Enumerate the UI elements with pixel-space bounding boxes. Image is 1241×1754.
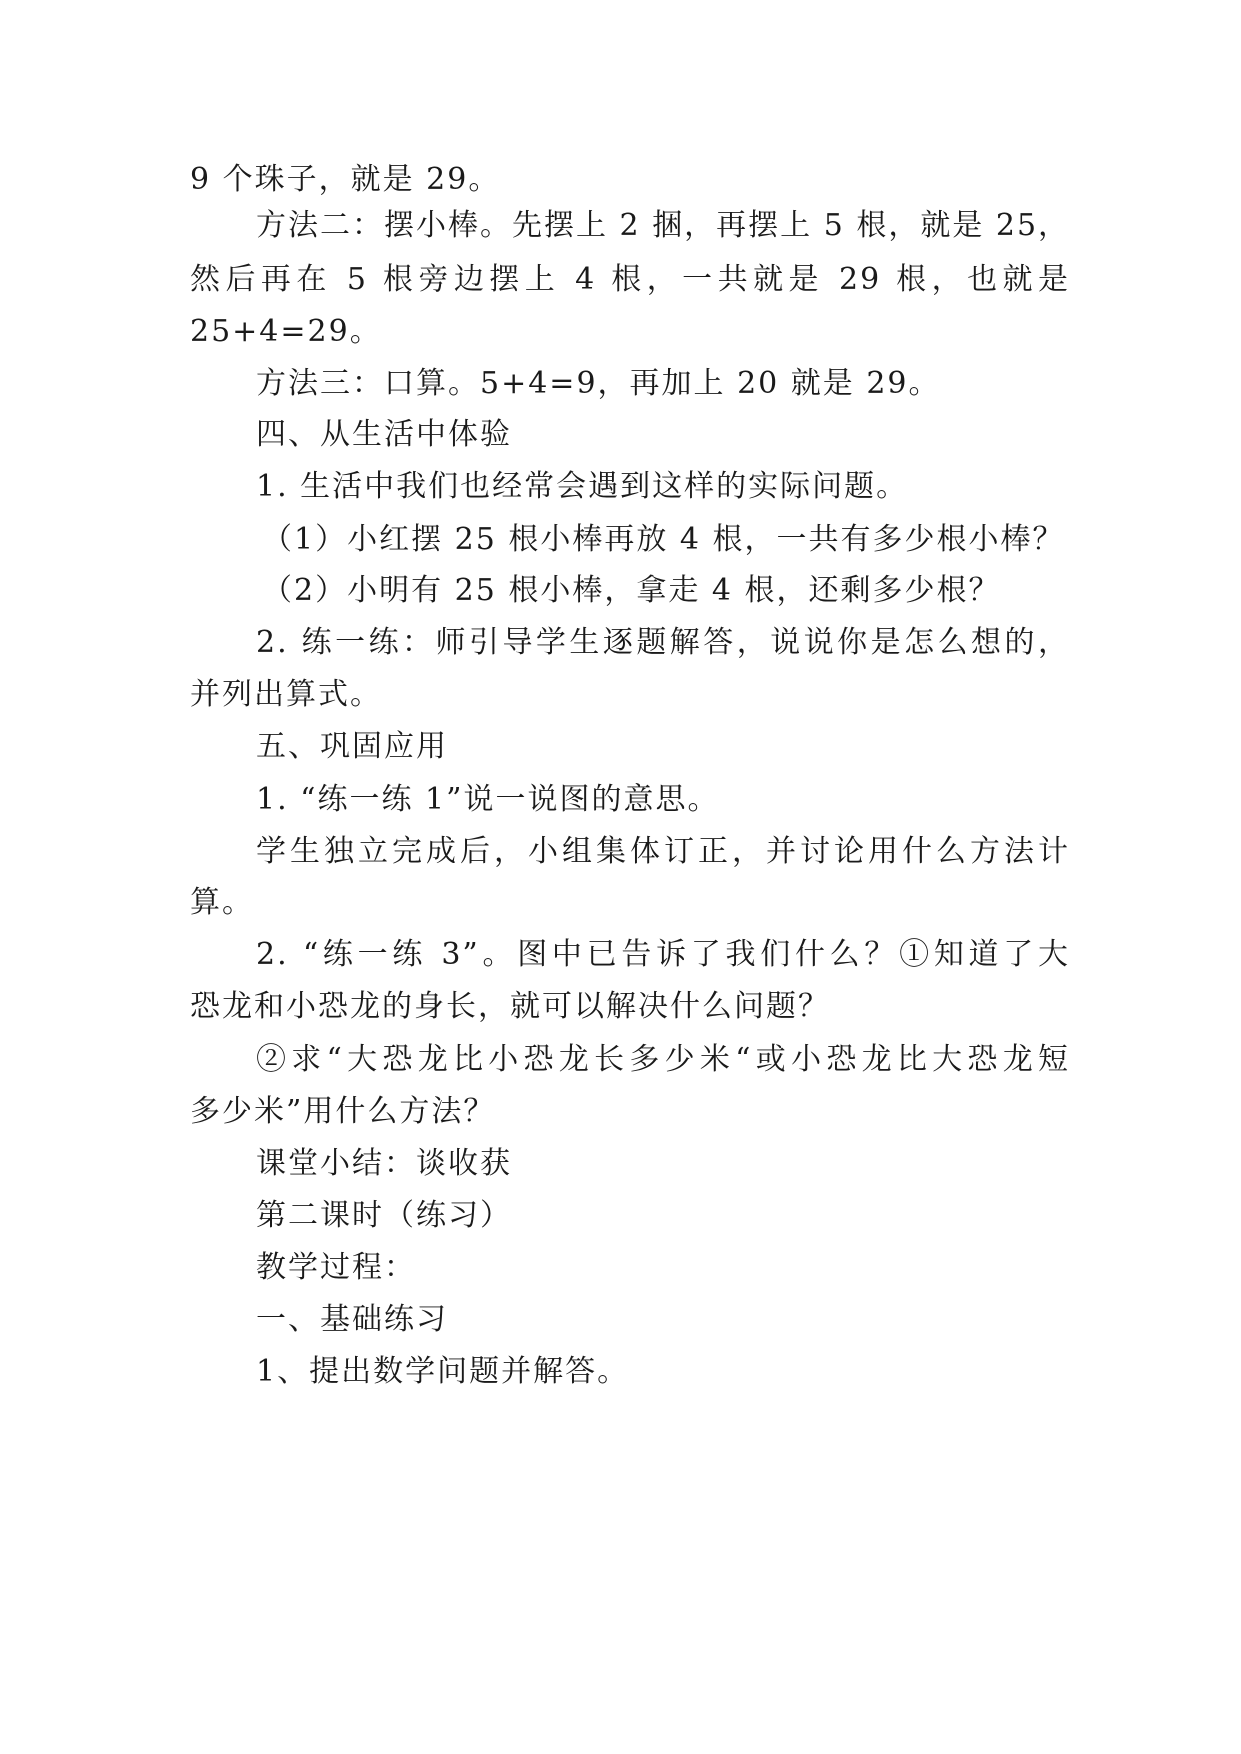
section-heading-basic: 一、基础练习 [256, 1302, 448, 1337]
text-line-14: 学生独立完成后，小组集体订正，并讨论用什么方法计 [256, 834, 1070, 869]
text-line-8: （1）小红摆 25 根小棒再放 4 根，一共有多少根小棒？ [262, 522, 1065, 557]
text-line-3: 然后再在 5 根旁边摆上 4 根，一共就是 29 根，也就是 [190, 262, 1070, 297]
text-line-18: ②求“大恐龙比小恐龙长多少米“或小恐龙比大恐龙短 [256, 1042, 1070, 1077]
section-heading-5: 五、巩固应用 [256, 729, 448, 764]
text-line-1: 9 个珠子，就是 29。 [190, 162, 501, 197]
text-line-19: 多少米”用什么方法？ [190, 1094, 496, 1129]
text-line-24: 1、提出数学问题并解答。 [256, 1354, 630, 1389]
text-line-20: 课堂小结：谈收获 [256, 1146, 512, 1181]
text-line-9: （2）小明有 25 根小棒，拿走 4 根，还剩多少根？ [262, 573, 1001, 608]
text-line-4: 25+4=29。 [190, 314, 382, 349]
text-line-21: 第二课时（练习） [256, 1198, 512, 1233]
text-line-2: 方法二：摆小棒。先摆上 2 捆，再摆上 5 根，就是 25， [256, 208, 1071, 243]
text-line-5: 方法三：口算。5+4=9，再加上 20 就是 29。 [256, 366, 941, 401]
text-line-11: 并列出算式。 [190, 677, 382, 712]
text-line-17: 恐龙和小恐龙的身长，就可以解决什么问题？ [190, 989, 830, 1024]
text-line-10: 2. 练一练：师引导学生逐题解答，说说你是怎么想的， [256, 625, 1070, 660]
text-line-15: 算。 [190, 885, 254, 920]
text-line-16: 2. “练一练 3”。图中已告诉了我们什么？①知道了大 [256, 937, 1070, 972]
text-line-7: 1. 生活中我们也经常会遇到这样的实际问题。 [256, 469, 909, 504]
text-line-22: 教学过程： [256, 1250, 416, 1285]
section-heading-4: 四、从生活中体验 [256, 417, 512, 452]
text-line-13: 1. “练一练 1”说一说图的意思。 [256, 782, 720, 817]
